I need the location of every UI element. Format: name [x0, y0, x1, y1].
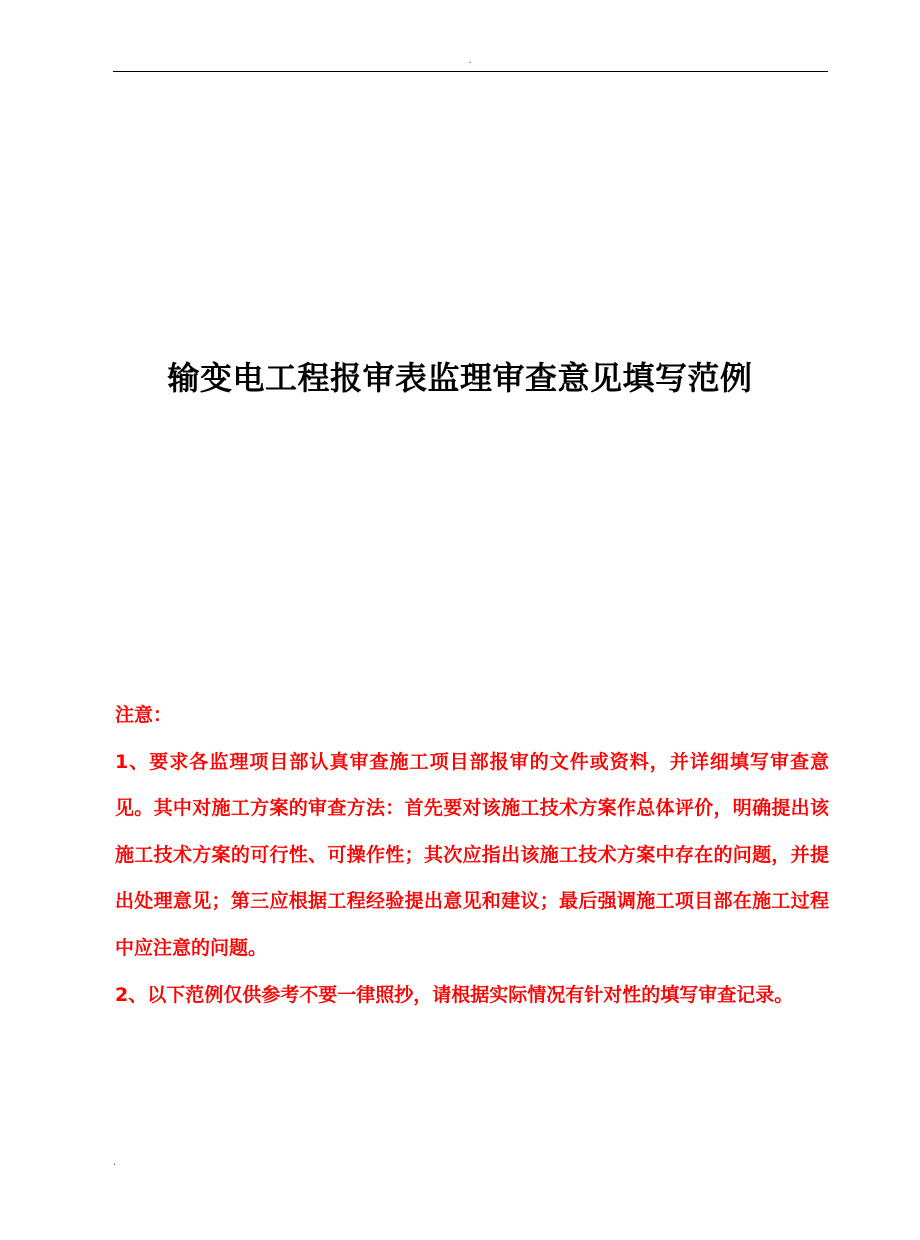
notes-heading: 注意：	[115, 704, 173, 726]
header-mark: .	[468, 55, 472, 66]
note-item-1: 1、要求各监理项目部认真审查施工项目部报审的文件或资料，并详细填写审查意见。其中对施工方案的审查方法：首先要对该施工技术方案作总体评价，明确提出该施工技术方案的可行性、可操作性；其次应指出该施工技术方案中存在的问题，并提出处理意见；第三应根据工程经验提出意见和建议；最后强调施工项目部在施工过程中应注意的问题。	[115, 750, 829, 959]
footer-mark: .	[113, 1157, 117, 1168]
header-rule	[113, 71, 828, 72]
notes-section	[115, 692, 829, 1018]
note-item-2: 2、以下范例仅供参考不要一律照抄，请根据实际情况有针对性的填写审查记录。	[115, 983, 794, 1006]
page-title: 输变电工程报审表监理审查意见填写范例	[167, 359, 753, 397]
